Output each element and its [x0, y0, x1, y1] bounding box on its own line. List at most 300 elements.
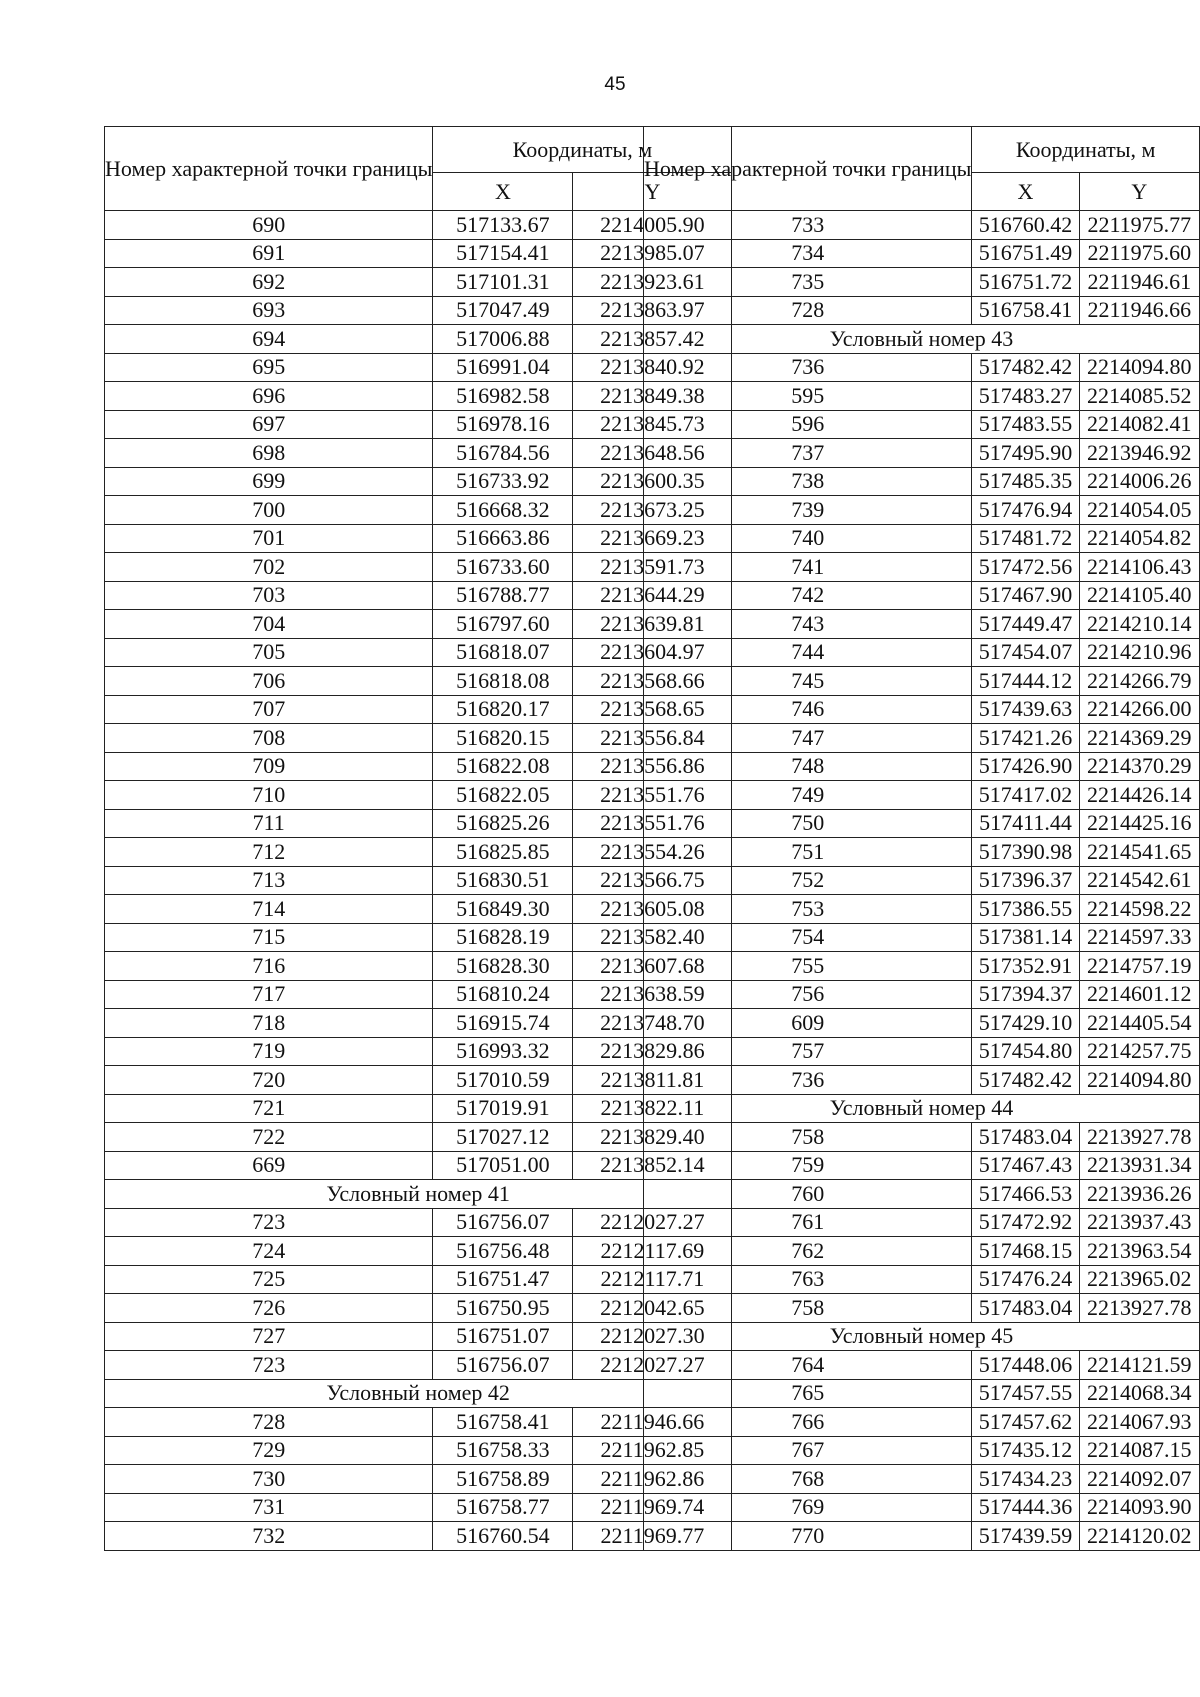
y-coordinate-cell: 2213965.02	[1079, 1265, 1199, 1294]
y-coordinate-cell: 2211962.85	[573, 1436, 732, 1465]
point-number-cell: 712	[105, 838, 433, 867]
table-row	[105, 610, 732, 639]
table-row	[644, 211, 1200, 240]
section-row	[105, 1379, 732, 1408]
y-coordinate-cell: 2214082.41	[1079, 410, 1199, 439]
table-row	[644, 1493, 1200, 1522]
table-row	[644, 1436, 1200, 1465]
point-number-cell: 698	[105, 439, 433, 468]
point-number-cell: 723	[105, 1208, 433, 1237]
point-number-cell: 713	[105, 866, 433, 895]
point-number-cell: 768	[644, 1465, 972, 1494]
table-row	[105, 211, 732, 240]
table-row	[644, 553, 1200, 582]
x-coordinate-cell: 517483.04	[972, 1123, 1079, 1152]
y-coordinate-cell: 2214121.59	[1079, 1351, 1199, 1380]
point-number-cell: 762	[644, 1237, 972, 1266]
y-coordinate-cell: 2213568.65	[573, 695, 732, 724]
y-coordinate-cell: 2211946.61	[1079, 268, 1199, 297]
point-number-cell: 728	[105, 1408, 433, 1437]
point-number-cell: 759	[644, 1151, 972, 1180]
section-row	[105, 1180, 732, 1209]
table-row	[105, 1237, 732, 1266]
y-coordinate-cell: 2213811.81	[573, 1066, 732, 1095]
point-number-cell: 727	[105, 1322, 433, 1351]
point-number-cell: 700	[105, 496, 433, 525]
table-row	[644, 439, 1200, 468]
x-coordinate-cell: 516751.07	[433, 1322, 573, 1351]
point-number-cell: 763	[644, 1265, 972, 1294]
table-row	[105, 382, 732, 411]
x-coordinate-cell: 517482.42	[972, 1066, 1079, 1095]
y-coordinate-cell: 2213840.92	[573, 353, 732, 382]
x-coordinate-cell: 517457.62	[972, 1408, 1079, 1437]
table-row	[105, 1294, 732, 1323]
y-coordinate-cell: 2214094.80	[1079, 353, 1199, 382]
x-coordinate-cell: 517454.07	[972, 638, 1079, 667]
table-row	[644, 1379, 1200, 1408]
y-coordinate-cell: 2212042.65	[573, 1294, 732, 1323]
table-row	[105, 439, 732, 468]
table-row	[644, 1351, 1200, 1380]
point-number-cell: 740	[644, 524, 972, 553]
x-coordinate-cell: 516982.58	[433, 382, 573, 411]
y-coordinate-cell: 2214067.93	[1079, 1408, 1199, 1437]
table-row	[105, 325, 732, 354]
y-coordinate-cell: 2214601.12	[1079, 980, 1199, 1009]
table-row	[644, 923, 1200, 952]
y-coordinate-cell: 2211975.60	[1079, 239, 1199, 268]
y-coordinate-cell: 2211946.66	[1079, 296, 1199, 325]
table-row	[105, 496, 732, 525]
point-number-cell: 751	[644, 838, 972, 867]
x-coordinate-cell: 516822.05	[433, 781, 573, 810]
coordinates-table-left	[104, 126, 732, 1551]
x-coordinate-cell: 517454.80	[972, 1037, 1079, 1066]
y-coordinate-cell: 2212117.71	[573, 1265, 732, 1294]
table-row	[105, 1465, 732, 1494]
y-coordinate-cell: 2211946.66	[573, 1408, 732, 1437]
table-row	[105, 866, 732, 895]
point-number-cell: 701	[105, 524, 433, 553]
point-number-cell: 714	[105, 895, 433, 924]
table-row	[105, 1123, 732, 1152]
x-coordinate-cell: 516849.30	[433, 895, 573, 924]
y-coordinate-cell: 2214068.34	[1079, 1379, 1199, 1408]
table-row	[644, 695, 1200, 724]
table-row	[644, 667, 1200, 696]
point-number-cell: 728	[644, 296, 972, 325]
table-row	[105, 724, 732, 753]
x-coordinate-cell: 516822.08	[433, 752, 573, 781]
y-coordinate-cell: 2214054.05	[1079, 496, 1199, 525]
table-row	[105, 1151, 732, 1180]
x-coordinate-cell: 517154.41	[433, 239, 573, 268]
table-row	[105, 467, 732, 496]
table-row	[644, 1180, 1200, 1209]
x-coordinate-cell: 516760.54	[433, 1522, 573, 1551]
y-coordinate-cell: 2211969.77	[573, 1522, 732, 1551]
point-number-cell: 765	[644, 1379, 972, 1408]
point-number-cell: 741	[644, 553, 972, 582]
table-row	[644, 895, 1200, 924]
point-number-cell: 693	[105, 296, 433, 325]
y-coordinate-cell: 2214085.52	[1079, 382, 1199, 411]
y-coordinate-cell: 2213863.97	[573, 296, 732, 325]
point-number-cell: 720	[105, 1066, 433, 1095]
x-coordinate-cell: 516830.51	[433, 866, 573, 895]
table-row	[644, 239, 1200, 268]
table-row	[644, 1066, 1200, 1095]
table-row	[105, 895, 732, 924]
table-row	[644, 952, 1200, 981]
table-row	[105, 268, 732, 297]
point-number-cell: 758	[644, 1123, 972, 1152]
y-coordinate-cell: 2214597.33	[1079, 923, 1199, 952]
table-row	[105, 1408, 732, 1437]
table-row	[644, 1208, 1200, 1237]
x-coordinate-cell: 517133.67	[433, 211, 573, 240]
point-number-cell: 742	[644, 581, 972, 610]
table-row	[644, 638, 1200, 667]
x-coordinate-cell: 517019.91	[433, 1094, 573, 1123]
x-coordinate-cell: 517426.90	[972, 752, 1079, 781]
table-row	[644, 980, 1200, 1009]
x-coordinate-cell: 517448.06	[972, 1351, 1079, 1380]
x-coordinate-cell: 516825.85	[433, 838, 573, 867]
y-coordinate-cell: 2214106.43	[1079, 553, 1199, 582]
x-coordinate-cell: 516758.41	[972, 296, 1079, 325]
table-row	[105, 1066, 732, 1095]
y-coordinate-cell: 2213648.56	[573, 439, 732, 468]
point-number-cell: 743	[644, 610, 972, 639]
header-point-number: Номер характерной точки границы	[105, 127, 433, 211]
point-number-cell: 746	[644, 695, 972, 724]
table-row	[644, 1151, 1200, 1180]
section-label: Условный номер 45	[644, 1322, 1200, 1351]
table-row	[105, 353, 732, 382]
point-number-cell: 738	[644, 467, 972, 496]
section-label: Условный номер 44	[644, 1094, 1200, 1123]
y-coordinate-cell: 2214426.14	[1079, 781, 1199, 810]
x-coordinate-cell: 517027.12	[433, 1123, 573, 1152]
point-number-cell: 702	[105, 553, 433, 582]
point-number-cell: 724	[105, 1237, 433, 1266]
y-coordinate-cell: 2211962.86	[573, 1465, 732, 1494]
point-number-cell: 732	[105, 1522, 433, 1551]
y-coordinate-cell: 2212027.27	[573, 1351, 732, 1380]
table-row	[105, 1322, 732, 1351]
point-number-cell: 770	[644, 1522, 972, 1551]
table-row	[644, 1009, 1200, 1038]
point-number-cell: 719	[105, 1037, 433, 1066]
y-coordinate-cell: 2214092.07	[1079, 1465, 1199, 1494]
x-coordinate-cell: 516756.07	[433, 1351, 573, 1380]
table-row	[644, 581, 1200, 610]
point-number-cell: 764	[644, 1351, 972, 1380]
x-coordinate-cell: 517467.43	[972, 1151, 1079, 1180]
x-coordinate-cell: 516751.72	[972, 268, 1079, 297]
table-row	[644, 382, 1200, 411]
y-coordinate-cell: 2214369.29	[1079, 724, 1199, 753]
x-coordinate-cell: 517444.36	[972, 1493, 1079, 1522]
point-number-cell: 690	[105, 211, 433, 240]
point-number-cell: 669	[105, 1151, 433, 1180]
y-coordinate-cell: 2213936.26	[1079, 1180, 1199, 1209]
x-coordinate-cell: 517483.55	[972, 410, 1079, 439]
y-coordinate-cell: 2213556.86	[573, 752, 732, 781]
table-row	[105, 695, 732, 724]
table-row	[105, 1522, 732, 1551]
point-number-cell: 761	[644, 1208, 972, 1237]
y-coordinate-cell: 2211969.74	[573, 1493, 732, 1522]
point-number-cell: 706	[105, 667, 433, 696]
point-number-cell: 721	[105, 1094, 433, 1123]
table-row	[644, 809, 1200, 838]
point-number-cell: 767	[644, 1436, 972, 1465]
y-coordinate-cell: 2214105.40	[1079, 581, 1199, 610]
y-coordinate-cell: 2213604.97	[573, 638, 732, 667]
point-number-cell: 609	[644, 1009, 972, 1038]
y-coordinate-cell: 2213639.81	[573, 610, 732, 639]
x-coordinate-cell: 517481.72	[972, 524, 1079, 553]
point-number-cell: 748	[644, 752, 972, 781]
point-number-cell: 704	[105, 610, 433, 639]
x-coordinate-cell: 516993.32	[433, 1037, 573, 1066]
point-number-cell: 691	[105, 239, 433, 268]
y-coordinate-cell: 2212117.69	[573, 1237, 732, 1266]
y-coordinate-cell: 2213554.26	[573, 838, 732, 867]
point-number-cell: 707	[105, 695, 433, 724]
point-number-cell: 730	[105, 1465, 433, 1494]
x-coordinate-cell: 516915.74	[433, 1009, 573, 1038]
x-coordinate-cell: 517047.49	[433, 296, 573, 325]
x-coordinate-cell: 516828.30	[433, 952, 573, 981]
x-coordinate-cell: 516756.07	[433, 1208, 573, 1237]
point-number-cell: 747	[644, 724, 972, 753]
point-number-cell: 729	[105, 1436, 433, 1465]
x-coordinate-cell: 517485.35	[972, 467, 1079, 496]
table-row	[105, 296, 732, 325]
table-row	[644, 610, 1200, 639]
y-coordinate-cell: 2214210.14	[1079, 610, 1199, 639]
y-coordinate-cell: 2214120.02	[1079, 1522, 1199, 1551]
point-number-cell: 726	[105, 1294, 433, 1323]
y-coordinate-cell: 2213551.76	[573, 809, 732, 838]
y-coordinate-cell: 2214598.22	[1079, 895, 1199, 924]
point-number-cell: 739	[644, 496, 972, 525]
x-coordinate-cell: 516733.92	[433, 467, 573, 496]
table-row	[644, 296, 1200, 325]
point-number-cell: 595	[644, 382, 972, 411]
point-number-cell: 694	[105, 325, 433, 354]
table-row	[644, 1037, 1200, 1066]
table-row	[105, 524, 732, 553]
point-number-cell: 709	[105, 752, 433, 781]
point-number-cell: 756	[644, 980, 972, 1009]
table-row	[644, 1237, 1200, 1266]
section-row	[644, 1094, 1200, 1123]
y-coordinate-cell: 2214005.90	[573, 211, 732, 240]
point-number-cell: 736	[644, 1066, 972, 1095]
x-coordinate-cell: 517472.92	[972, 1208, 1079, 1237]
table-row	[105, 809, 732, 838]
x-coordinate-cell: 516668.32	[433, 496, 573, 525]
y-coordinate-cell: 2213591.73	[573, 553, 732, 582]
y-coordinate-cell: 2214094.80	[1079, 1066, 1199, 1095]
point-number-cell: 757	[644, 1037, 972, 1066]
header-point-number: Номер характерной точки границы	[644, 127, 972, 211]
table-row	[105, 581, 732, 610]
y-coordinate-cell: 2212027.27	[573, 1208, 732, 1237]
y-coordinate-cell: 2213551.76	[573, 781, 732, 810]
y-coordinate-cell: 2214266.00	[1079, 695, 1199, 724]
y-coordinate-cell: 2212027.30	[573, 1322, 732, 1351]
table-row	[105, 410, 732, 439]
x-coordinate-cell: 517411.44	[972, 809, 1079, 838]
point-number-cell: 696	[105, 382, 433, 411]
y-coordinate-cell: 2213607.68	[573, 952, 732, 981]
point-number-cell: 733	[644, 211, 972, 240]
x-coordinate-cell: 517352.91	[972, 952, 1079, 981]
point-number-cell: 752	[644, 866, 972, 895]
point-number-cell: 708	[105, 724, 433, 753]
point-number-cell: 723	[105, 1351, 433, 1380]
x-coordinate-cell: 517444.12	[972, 667, 1079, 696]
x-coordinate-cell: 517417.02	[972, 781, 1079, 810]
y-coordinate-cell: 2213748.70	[573, 1009, 732, 1038]
y-coordinate-cell: 2213927.78	[1079, 1294, 1199, 1323]
x-coordinate-cell: 517381.14	[972, 923, 1079, 952]
x-coordinate-cell: 516760.42	[972, 211, 1079, 240]
x-coordinate-cell: 517449.47	[972, 610, 1079, 639]
y-coordinate-cell: 2213605.08	[573, 895, 732, 924]
section-label: Условный номер 43	[644, 325, 1200, 354]
point-number-cell: 703	[105, 581, 433, 610]
point-number-cell: 710	[105, 781, 433, 810]
y-coordinate-cell: 2213669.23	[573, 524, 732, 553]
y-coordinate-cell: 2213857.42	[573, 325, 732, 354]
table-row	[105, 838, 732, 867]
x-coordinate-cell: 516818.07	[433, 638, 573, 667]
point-number-cell: 722	[105, 1123, 433, 1152]
y-coordinate-cell: 2211975.77	[1079, 211, 1199, 240]
x-coordinate-cell: 516750.95	[433, 1294, 573, 1323]
y-coordinate-cell: 2214257.75	[1079, 1037, 1199, 1066]
y-coordinate-cell: 2214370.29	[1079, 752, 1199, 781]
point-number-cell: 692	[105, 268, 433, 297]
table-body-right	[644, 211, 1200, 1551]
y-coordinate-cell: 2213582.40	[573, 923, 732, 952]
point-number-cell: 754	[644, 923, 972, 952]
point-number-cell: 717	[105, 980, 433, 1009]
x-coordinate-cell: 517439.63	[972, 695, 1079, 724]
table-body-left	[105, 211, 732, 1551]
table-row	[105, 781, 732, 810]
point-number-cell: 725	[105, 1265, 433, 1294]
y-coordinate-cell: 2213566.75	[573, 866, 732, 895]
table-row	[644, 353, 1200, 382]
point-number-cell: 734	[644, 239, 972, 268]
y-coordinate-cell: 2213927.78	[1079, 1123, 1199, 1152]
header-x: X	[972, 173, 1079, 211]
point-number-cell: 699	[105, 467, 433, 496]
section-row	[644, 325, 1200, 354]
table-row	[644, 410, 1200, 439]
y-coordinate-cell: 2213849.38	[573, 382, 732, 411]
x-coordinate-cell: 517482.42	[972, 353, 1079, 382]
table-row	[644, 1265, 1200, 1294]
point-number-cell: 755	[644, 952, 972, 981]
x-coordinate-cell: 516758.77	[433, 1493, 573, 1522]
x-coordinate-cell: 516991.04	[433, 353, 573, 382]
table-row	[105, 638, 732, 667]
table-row	[105, 1493, 732, 1522]
table-row	[105, 752, 732, 781]
x-coordinate-cell: 517457.55	[972, 1379, 1079, 1408]
page-number: 45	[604, 74, 626, 95]
x-coordinate-cell: 516818.08	[433, 667, 573, 696]
x-coordinate-cell: 517394.37	[972, 980, 1079, 1009]
point-number-cell: 697	[105, 410, 433, 439]
x-coordinate-cell: 517386.55	[972, 895, 1079, 924]
point-number-cell: 718	[105, 1009, 433, 1038]
y-coordinate-cell: 2213556.84	[573, 724, 732, 753]
x-coordinate-cell: 516663.86	[433, 524, 573, 553]
table-row	[105, 1037, 732, 1066]
table-row	[644, 1123, 1200, 1152]
y-coordinate-cell: 2214054.82	[1079, 524, 1199, 553]
x-coordinate-cell: 516828.19	[433, 923, 573, 952]
table-row	[105, 553, 732, 582]
point-number-cell: 758	[644, 1294, 972, 1323]
y-coordinate-cell: 2214405.54	[1079, 1009, 1199, 1038]
x-coordinate-cell: 517468.15	[972, 1237, 1079, 1266]
x-coordinate-cell: 517101.31	[433, 268, 573, 297]
y-coordinate-cell: 2214006.26	[1079, 467, 1199, 496]
x-coordinate-cell: 516820.15	[433, 724, 573, 753]
point-number-cell: 715	[105, 923, 433, 952]
y-coordinate-cell: 2214757.19	[1079, 952, 1199, 981]
header-coordinates: Координаты, м	[972, 127, 1200, 173]
point-number-cell: 705	[105, 638, 433, 667]
x-coordinate-cell: 516978.16	[433, 410, 573, 439]
x-coordinate-cell: 516797.60	[433, 610, 573, 639]
x-coordinate-cell: 517472.56	[972, 553, 1079, 582]
x-coordinate-cell: 517434.23	[972, 1465, 1079, 1494]
table-row	[105, 980, 732, 1009]
header-y: Y	[573, 173, 732, 211]
point-number-cell: 745	[644, 667, 972, 696]
x-coordinate-cell: 517435.12	[972, 1436, 1079, 1465]
point-number-cell: 749	[644, 781, 972, 810]
table-row	[644, 1408, 1200, 1437]
y-coordinate-cell: 2213600.35	[573, 467, 732, 496]
table-row	[105, 667, 732, 696]
point-number-cell: 750	[644, 809, 972, 838]
table-row	[105, 1436, 732, 1465]
x-coordinate-cell: 516825.26	[433, 809, 573, 838]
y-coordinate-cell: 2213644.29	[573, 581, 732, 610]
x-coordinate-cell: 517483.27	[972, 382, 1079, 411]
y-coordinate-cell: 2213829.86	[573, 1037, 732, 1066]
x-coordinate-cell: 516751.47	[433, 1265, 573, 1294]
point-number-cell: 735	[644, 268, 972, 297]
header-x: X	[433, 173, 573, 211]
x-coordinate-cell: 516733.60	[433, 553, 573, 582]
x-coordinate-cell: 516756.48	[433, 1237, 573, 1266]
y-coordinate-cell: 2213829.40	[573, 1123, 732, 1152]
